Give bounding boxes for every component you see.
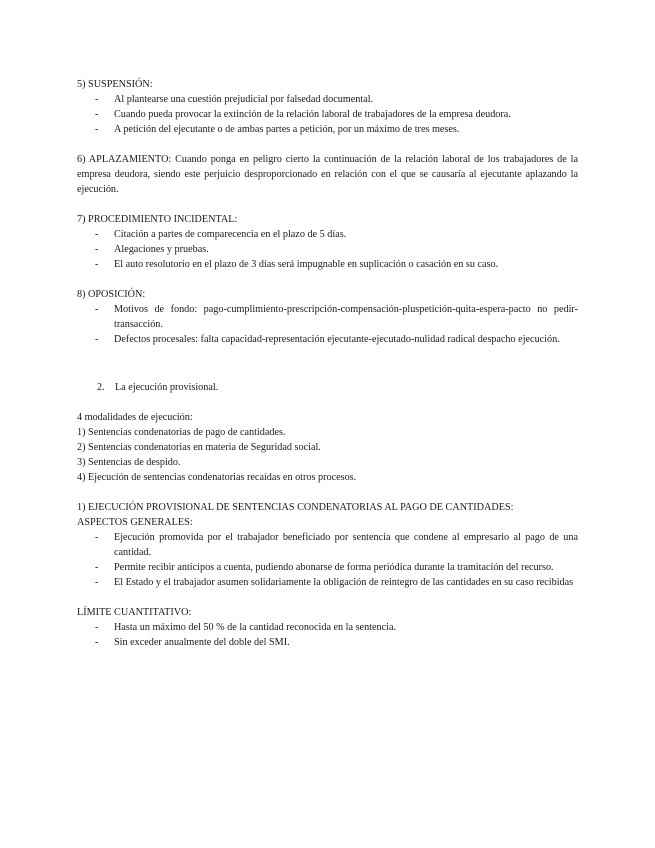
section-subtitle: ASPECTOS GENERALES:: [77, 517, 193, 528]
section-title: 8) OPOSICIÓN:: [77, 289, 146, 300]
document-body: [77, 77, 578, 665]
bullet-list: [77, 530, 578, 590]
bullet-list: [77, 92, 578, 137]
numbered-heading: [97, 380, 578, 395]
list-item: - Motivos de fondo: pago-cumplimiento-prescripción-compensación-pluspetición-quita-espera-pacto no pedir-transacción.: [114, 302, 578, 332]
list-item: - El Estado y el trabajador asumen solidariamente la obligación de reintegro de las cantidades en su caso recibidas: [114, 575, 578, 590]
list-item: - Sin exceder anualmente del doble del SMI.: [114, 635, 578, 650]
heading-number: 2.: [97, 382, 105, 393]
section-title: 5) SUSPENSIÓN:: [77, 79, 153, 90]
heading-text: La ejecución provisional.: [115, 382, 219, 393]
list-item: 1) Sentencias condenatorias de pago de cantidades.: [77, 427, 286, 438]
section-suspension: [77, 77, 578, 137]
list-item: - Hasta un máximo del 50 % de la cantidad reconocida en la sentencia.: [114, 620, 578, 635]
list-item: - Defectos procesales: falta capacidad-representación ejecutante-ejecutado-nulidad radical despacho ejecución.: [114, 332, 578, 347]
bullet-list: [77, 620, 578, 650]
list-item: - Permite recibir anticipos a cuenta, pudiendo abonarse de forma periódica durante la tramitación del recurso.: [114, 560, 578, 575]
section-modalidades: [77, 410, 578, 485]
list-item: - El auto resolutorio en el plazo de 3 días será impugnable en suplicación o casación en su caso.: [114, 257, 578, 272]
section-procedimiento-incidental: [77, 212, 578, 272]
paragraph: 4 modalidades de ejecución:: [77, 412, 193, 423]
list-item: - Ejecución promovida por el trabajador beneficiado por sentencia que condene al empresario al pago de una cantidad.: [114, 530, 578, 560]
bullet-list: [77, 227, 578, 272]
list-item: - Citación a partes de comparecencia en el plazo de 5 días.: [114, 227, 578, 242]
section-title: 1) EJECUCIÓN PROVISIONAL DE SENTENCIAS CONDENATORIAS AL PAGO DE CANTIDADES:: [77, 502, 514, 513]
paragraph: 6) APLAZAMIENTO: Cuando ponga en peligro cierto la continuación de la relación laboral de los trabajadores de la empresa deudora, siendo este perjuicio desproporcionado en relación con el que se causaría al ejecutante aplazando la ejecución.: [77, 154, 578, 195]
list-item: - Cuando pueda provocar la extinción de la relación laboral de trabajadores de la empresa deudora.: [114, 107, 578, 122]
list-item: 3) Sentencias de despido.: [77, 457, 181, 468]
list-item: 4) Ejecución de sentencias condenatorias recaídas en otros procesos.: [77, 472, 357, 483]
list-item: 2) Sentencias condenatorias en materia de Seguridad social.: [77, 442, 321, 453]
section-title: LÍMITE CUANTITATIVO:: [77, 607, 192, 618]
section-oposicion: [77, 287, 578, 347]
list-item: - Al plantearse una cuestión prejudicial por falsedad documental.: [114, 92, 578, 107]
section-ejecucion-provisional-cantidades: [77, 500, 578, 590]
section-title: 7) PROCEDIMIENTO INCIDENTAL:: [77, 214, 238, 225]
list-item: - A petición del ejecutante o de ambas partes a petición, por un máximo de tres meses.: [114, 122, 578, 137]
list-item: - Alegaciones y pruebas.: [114, 242, 578, 257]
bullet-list: [77, 302, 578, 347]
section-aplazamiento: [77, 152, 578, 197]
section-limite-cuantitativo: [77, 605, 578, 650]
